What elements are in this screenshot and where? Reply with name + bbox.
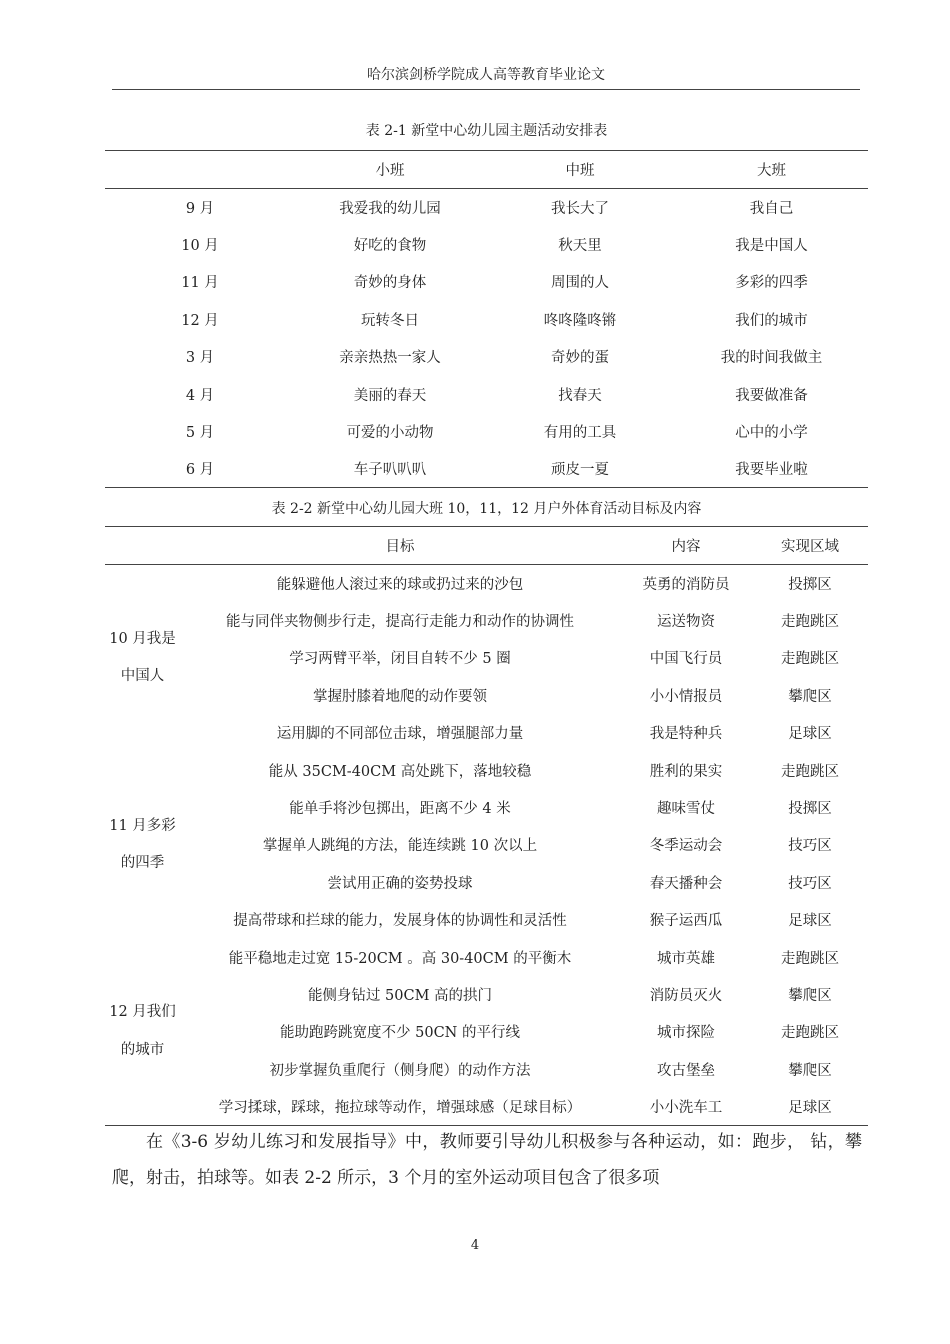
area-cell: 走跑跳区 bbox=[781, 651, 839, 668]
column-header bbox=[105, 527, 180, 565]
theme-cell: 我要毕业啦 bbox=[735, 462, 808, 479]
month-cell: 10 月 bbox=[181, 238, 219, 255]
table-row bbox=[105, 826, 868, 863]
goal-cell: 能从 35CM-40CM 高处跳下，落地较稳 bbox=[268, 763, 532, 780]
month-cell: 5 月 bbox=[185, 425, 215, 442]
content-cell: 攻古堡垒 bbox=[657, 1062, 715, 1079]
area-cell: 攀爬区 bbox=[788, 987, 832, 1004]
goal-cell: 掌握单人跳绳的方法，能连续跳 10 次以上 bbox=[262, 838, 538, 855]
content-cell: 趣味雪仗 bbox=[657, 801, 715, 818]
area-cell: 技巧区 bbox=[788, 875, 832, 892]
table-row bbox=[105, 1013, 868, 1050]
table-row bbox=[105, 677, 868, 714]
theme-cell: 奇妙的蛋 bbox=[551, 350, 609, 367]
content-cell: 城市英雄 bbox=[657, 950, 715, 967]
month-cell: 12 月 bbox=[181, 312, 219, 329]
table-header-row bbox=[105, 151, 868, 189]
theme-cell: 周围的人 bbox=[551, 275, 609, 292]
theme-cell: 咚咚隆咚锵 bbox=[543, 312, 617, 329]
table-row bbox=[105, 602, 868, 639]
theme-cell: 我的时间我做主 bbox=[720, 350, 823, 367]
month-theme-cell: 12 月我们的城市 bbox=[109, 1004, 176, 1058]
theme-cell: 多彩的四季 bbox=[735, 275, 808, 292]
area-cell: 走跑跳区 bbox=[781, 763, 839, 780]
table-header-row bbox=[105, 527, 868, 565]
theme-cell: 车子叭叭叭 bbox=[353, 462, 427, 479]
table-row bbox=[105, 639, 868, 676]
theme-cell: 好吃的食物 bbox=[353, 238, 427, 255]
content-cell: 胜利的果实 bbox=[649, 763, 723, 780]
theme-cell: 顽皮一夏 bbox=[551, 462, 609, 479]
column-header: 小班 bbox=[295, 151, 485, 189]
table-row bbox=[105, 1051, 868, 1088]
goal-cell: 能躲避他人滚过来的球或扔过来的沙包 bbox=[276, 576, 524, 593]
theme-cell: 奇妙的身体 bbox=[353, 275, 427, 292]
column-header: 目标 bbox=[180, 527, 620, 565]
area-cell: 投掷区 bbox=[788, 576, 832, 593]
theme-cell: 秋天里 bbox=[558, 238, 602, 255]
content-cell: 春天播种会 bbox=[649, 875, 723, 892]
goal-cell: 学习揉球，踩球，拖拉球等动作，增强球感（足球目标） bbox=[218, 1099, 582, 1116]
outdoor-pe-table bbox=[105, 526, 868, 1126]
content-cell: 城市探险 bbox=[657, 1025, 715, 1042]
table-row bbox=[105, 901, 868, 938]
table-row bbox=[105, 338, 868, 375]
theme-cell: 我要做准备 bbox=[735, 387, 808, 404]
goal-cell: 运用脚的不同部位击球，增强腿部力量 bbox=[276, 726, 524, 743]
content-cell: 消防员灭火 bbox=[649, 987, 723, 1004]
goal-cell: 初步掌握负重爬行（侧身爬）的动作方法 bbox=[269, 1062, 531, 1079]
content-cell: 小小洗车工 bbox=[649, 1099, 723, 1116]
table-row bbox=[105, 864, 868, 901]
table2-caption: 表 2-2 新堂中心幼儿园大班 10，11，12 月户外体育活动目标及内容 bbox=[271, 501, 702, 517]
column-header: 实现区域 bbox=[752, 527, 868, 565]
area-cell: 攀爬区 bbox=[788, 1062, 832, 1079]
area-cell: 足球区 bbox=[788, 913, 832, 930]
theme-cell: 有用的工具 bbox=[543, 425, 617, 442]
area-cell: 技巧区 bbox=[788, 838, 832, 855]
content-cell: 小小情报员 bbox=[649, 688, 723, 705]
column-header bbox=[105, 151, 295, 189]
table-row bbox=[105, 789, 868, 826]
table1-caption: 表 2-1 新堂中心幼儿园主题活动安排表 bbox=[365, 123, 608, 139]
goal-cell: 掌握肘膝着地爬的动作要领 bbox=[313, 688, 487, 705]
content-cell: 英勇的消防员 bbox=[642, 576, 730, 593]
table-row bbox=[105, 938, 868, 975]
theme-cell: 可爱的小动物 bbox=[346, 425, 434, 442]
theme-cell: 找春天 bbox=[558, 387, 602, 404]
theme-cell: 我们的城市 bbox=[735, 312, 808, 329]
content-cell: 中国飞行员 bbox=[649, 651, 723, 668]
theme-cell: 心中的小学 bbox=[735, 425, 808, 442]
table-row bbox=[105, 413, 868, 450]
table-row bbox=[105, 189, 868, 226]
month-cell: 6 月 bbox=[185, 462, 215, 479]
theme-cell: 我是中国人 bbox=[735, 238, 808, 255]
table-row bbox=[105, 751, 868, 788]
area-cell: 走跑跳区 bbox=[781, 1025, 839, 1042]
table-row bbox=[105, 565, 868, 602]
table-row bbox=[105, 714, 868, 751]
area-cell: 攀爬区 bbox=[788, 688, 832, 705]
content-cell: 冬季运动会 bbox=[649, 838, 723, 855]
month-cell: 3 月 bbox=[185, 350, 215, 367]
theme-cell: 我爱我的幼儿园 bbox=[339, 200, 441, 217]
area-cell: 走跑跳区 bbox=[781, 950, 839, 967]
month-cell: 9 月 bbox=[185, 200, 215, 217]
area-cell: 足球区 bbox=[788, 1099, 832, 1116]
table-row bbox=[105, 226, 868, 263]
content-cell: 运送物资 bbox=[657, 614, 715, 631]
goal-cell: 提高带球和拦球的能力，发展身体的协调性和灵活性 bbox=[233, 913, 567, 930]
month-theme-cell: 10 月我是中国人 bbox=[109, 630, 176, 685]
theme-cell: 玩转冬日 bbox=[361, 312, 419, 329]
table-row bbox=[105, 1088, 868, 1125]
table-row bbox=[105, 301, 868, 338]
theme-cell: 我自己 bbox=[749, 200, 794, 217]
goal-cell: 尝试用正确的姿势投球 bbox=[327, 875, 473, 892]
area-cell: 走跑跳区 bbox=[781, 614, 839, 631]
theme-cell: 美丽的春天 bbox=[353, 387, 427, 404]
theme-cell: 亲亲热热一家人 bbox=[339, 350, 441, 367]
table-row bbox=[105, 450, 868, 487]
page-header: 哈尔滨剑桥学院成人高等教育毕业论文 bbox=[112, 62, 860, 90]
table-row bbox=[105, 263, 868, 300]
goal-cell: 能助跑跨跳宽度不少 50CN 的平行线 bbox=[280, 1025, 520, 1042]
goal-cell: 能侧身钻过 50CM 高的拱门 bbox=[307, 987, 493, 1004]
body-paragraph: 在《3-6 岁幼儿练习和发展指导》中，教师要引导幼儿积极参与各种运动，如：跑步， 钻，攀爬，射击，拍球等。如表 2-2 所示，3 个月的室外运动项目包含了很多项 bbox=[112, 1132, 862, 1188]
area-cell: 投掷区 bbox=[788, 801, 832, 818]
goal-cell: 学习两臂平举，闭目自转不少 5 圈 bbox=[289, 651, 511, 668]
column-header: 中班 bbox=[485, 151, 675, 189]
theme-activity-table bbox=[105, 150, 868, 488]
goal-cell: 能与同伴夹物侧步行走，提高行走能力和动作的协调性 bbox=[226, 614, 574, 631]
content-cell: 猴子运西瓜 bbox=[649, 913, 723, 930]
column-header: 内容 bbox=[620, 527, 752, 565]
page-number: 4 bbox=[470, 1238, 480, 1253]
content-cell: 我是特种兵 bbox=[649, 726, 723, 743]
month-theme-cell: 11 月多彩的四季 bbox=[109, 817, 176, 871]
theme-cell: 我长大了 bbox=[551, 200, 609, 217]
table-row bbox=[105, 976, 868, 1013]
month-cell: 4 月 bbox=[185, 387, 215, 404]
column-header: 大班 bbox=[675, 151, 868, 189]
month-cell: 11 月 bbox=[181, 275, 219, 292]
table-row bbox=[105, 375, 868, 412]
area-cell: 足球区 bbox=[788, 726, 832, 743]
goal-cell: 能单手将沙包掷出，距离不少 4 米 bbox=[289, 801, 511, 818]
goal-cell: 能平稳地走过宽 15-20CM 。高 30-40CM 的平衡木 bbox=[228, 950, 572, 967]
